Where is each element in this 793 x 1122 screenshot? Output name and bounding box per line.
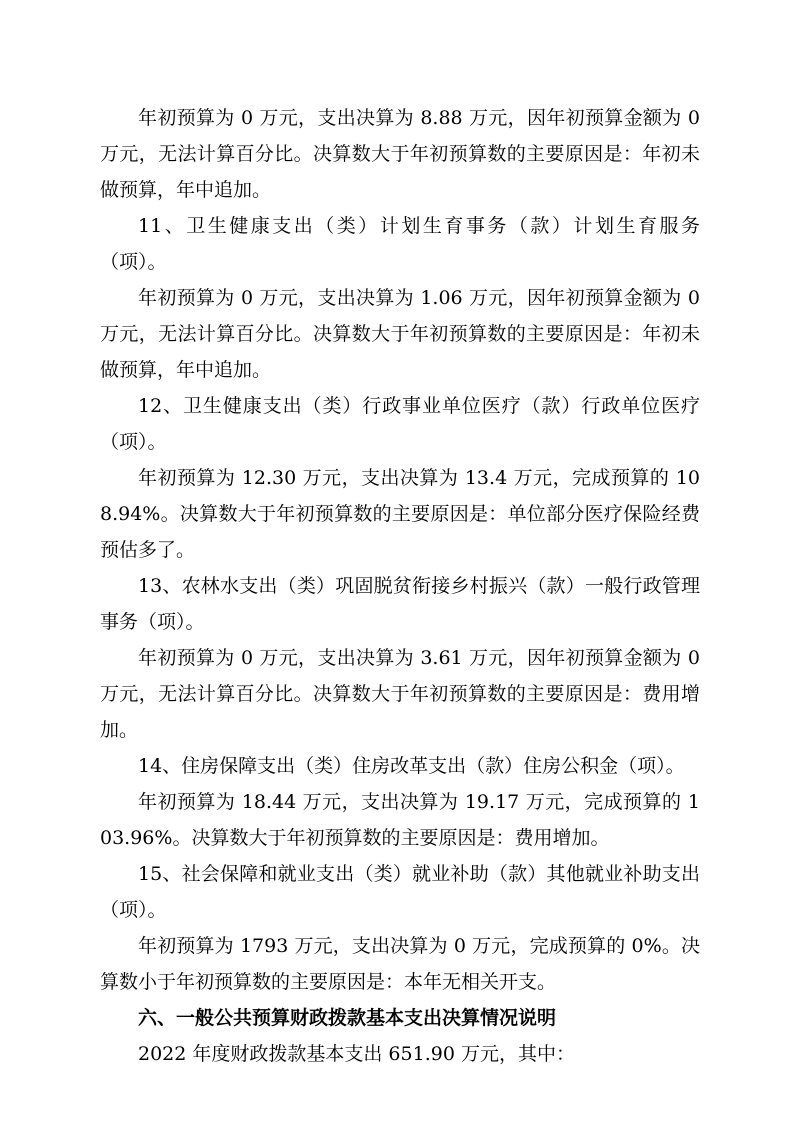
paragraph-item-12-detail: 年初预算为 12.30 万元，支出决算为 13.4 万元，完成预算的 108.94%。决算数大于年初预算数的主要原因是：单位部分医疗保险经费预估多了。 [100,467,700,561]
paragraph-item-15-title: 15、社会保障和就业支出（类）就业补助（款）其他就业补助支出（项）。 [100,863,700,921]
paragraph-item-12-title: 12、卫生健康支出（类）行政事业单位医疗（款）行政单位医疗（项）。 [100,395,700,453]
paragraph-item-11-title: 11、卫生健康支出（类）计划生育事务（款）计划生育服务（项）。 [100,215,700,273]
paragraph-item-14-detail: 年初预算为 18.44 万元，支出决算为 19.17 万元，完成预算的 103.96%。决算数大于年初预算数的主要原因是：费用增加。 [100,791,700,849]
paragraph-item-13-detail: 年初预算为 0 万元，支出决算为 3.61 万元，因年初预算金额为 0 万元，无法计算百分比。决算数大于年初预算数的主要原因是：费用增加。 [100,647,700,741]
section-heading: 六、一般公共预算财政拨款基本支出决算情况说明 [138,1007,557,1029]
document-body [100,100,700,1072]
paragraph-item-13-title: 13、农林水支出（类）巩固脱贫衔接乡村振兴（款）一般行政管理事务（项）。 [100,575,700,633]
paragraph-item-10-detail: 年初预算为 0 万元，支出决算为 8.88 万元，因年初预算金额为 0 万元，无法计算百分比。决算数大于年初预算数的主要原因是：年初未做预算，年中追加。 [100,107,700,201]
paragraph-item-11-detail: 年初预算为 0 万元，支出决算为 1.06 万元，因年初预算金额为 0 万元，无法计算百分比。决算数大于年初预算数的主要原因是：年初未做预算，年中追加。 [100,287,700,381]
paragraph-item-15-detail: 年初预算为 1793 万元，支出决算为 0 万元，完成预算的 0%。决算数小于年初预算数的主要原因是：本年无相关开支。 [100,935,700,993]
paragraph-basic-expenditure: 2022 年度财政拨款基本支出 651.90 万元，其中： [138,1043,575,1065]
paragraph-item-14-title: 14、住房保障支出（类）住房改革支出（款）住房公积金（项）。 [138,755,685,777]
